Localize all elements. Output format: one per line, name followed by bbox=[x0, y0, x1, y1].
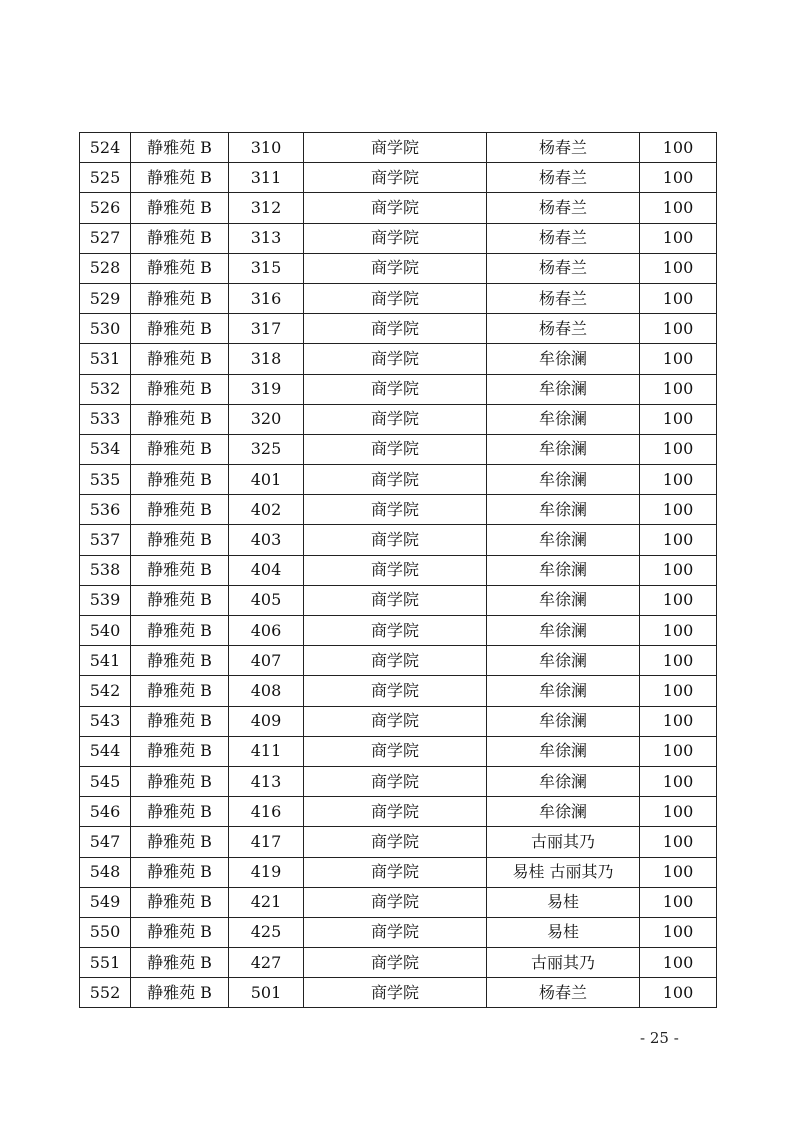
row-index-cell: 538 bbox=[80, 555, 131, 585]
table-row bbox=[80, 857, 717, 887]
row-index-cell: 524 bbox=[80, 133, 131, 163]
room-cell: 320 bbox=[229, 404, 304, 434]
room-cell: 411 bbox=[229, 736, 304, 766]
row-index-cell: 542 bbox=[80, 676, 131, 706]
building-cell: 静雅苑 B bbox=[131, 766, 229, 796]
table-row bbox=[80, 465, 717, 495]
table-row bbox=[80, 434, 717, 464]
table-row bbox=[80, 314, 717, 344]
room-cell: 318 bbox=[229, 344, 304, 374]
college-cell: 商学院 bbox=[304, 978, 487, 1008]
row-index-cell: 549 bbox=[80, 887, 131, 917]
room-cell: 401 bbox=[229, 465, 304, 495]
score-cell: 100 bbox=[640, 887, 717, 917]
counselor-cell: 杨春兰 bbox=[487, 163, 640, 193]
room-cell: 406 bbox=[229, 616, 304, 646]
college-cell: 商学院 bbox=[304, 555, 487, 585]
score-cell: 100 bbox=[640, 253, 717, 283]
row-index-cell: 530 bbox=[80, 314, 131, 344]
college-cell: 商学院 bbox=[304, 253, 487, 283]
table-row bbox=[80, 253, 717, 283]
row-index-cell: 546 bbox=[80, 797, 131, 827]
building-cell: 静雅苑 B bbox=[131, 193, 229, 223]
building-cell: 静雅苑 B bbox=[131, 706, 229, 736]
page-number: - 25 - bbox=[640, 1029, 679, 1047]
counselor-cell: 牟徐澜 bbox=[487, 555, 640, 585]
row-index-cell: 536 bbox=[80, 495, 131, 525]
row-index-cell: 550 bbox=[80, 917, 131, 947]
score-cell: 100 bbox=[640, 163, 717, 193]
row-index-cell: 533 bbox=[80, 404, 131, 434]
table-row bbox=[80, 555, 717, 585]
score-cell: 100 bbox=[640, 646, 717, 676]
room-cell: 317 bbox=[229, 314, 304, 344]
row-index-cell: 547 bbox=[80, 827, 131, 857]
counselor-cell: 牟徐澜 bbox=[487, 706, 640, 736]
college-cell: 商学院 bbox=[304, 374, 487, 404]
room-cell: 325 bbox=[229, 434, 304, 464]
college-cell: 商学院 bbox=[304, 797, 487, 827]
college-cell: 商学院 bbox=[304, 163, 487, 193]
table-row bbox=[80, 676, 717, 706]
score-cell: 100 bbox=[640, 344, 717, 374]
table-row bbox=[80, 133, 717, 163]
college-cell: 商学院 bbox=[304, 857, 487, 887]
room-cell: 315 bbox=[229, 253, 304, 283]
building-cell: 静雅苑 B bbox=[131, 797, 229, 827]
college-cell: 商学院 bbox=[304, 314, 487, 344]
room-cell: 425 bbox=[229, 917, 304, 947]
score-cell: 100 bbox=[640, 948, 717, 978]
score-cell: 100 bbox=[640, 193, 717, 223]
table-row bbox=[80, 917, 717, 947]
score-cell: 100 bbox=[640, 555, 717, 585]
room-cell: 501 bbox=[229, 978, 304, 1008]
counselor-cell: 古丽其乃 bbox=[487, 827, 640, 857]
counselor-cell: 牟徐澜 bbox=[487, 766, 640, 796]
building-cell: 静雅苑 B bbox=[131, 917, 229, 947]
row-index-cell: 551 bbox=[80, 948, 131, 978]
college-cell: 商学院 bbox=[304, 676, 487, 706]
row-index-cell: 544 bbox=[80, 736, 131, 766]
table-row bbox=[80, 495, 717, 525]
score-cell: 100 bbox=[640, 223, 717, 253]
score-cell: 100 bbox=[640, 616, 717, 646]
table-row bbox=[80, 887, 717, 917]
table-row bbox=[80, 163, 717, 193]
room-cell: 405 bbox=[229, 585, 304, 615]
room-cell: 313 bbox=[229, 223, 304, 253]
room-cell: 407 bbox=[229, 646, 304, 676]
building-cell: 静雅苑 B bbox=[131, 857, 229, 887]
counselor-cell: 古丽其乃 bbox=[487, 948, 640, 978]
row-index-cell: 529 bbox=[80, 283, 131, 313]
row-index-cell: 552 bbox=[80, 978, 131, 1008]
row-index-cell: 543 bbox=[80, 706, 131, 736]
row-index-cell: 534 bbox=[80, 434, 131, 464]
row-index-cell: 545 bbox=[80, 766, 131, 796]
table-row bbox=[80, 616, 717, 646]
table-body bbox=[80, 133, 717, 1008]
counselor-cell: 杨春兰 bbox=[487, 978, 640, 1008]
college-cell: 商学院 bbox=[304, 736, 487, 766]
building-cell: 静雅苑 B bbox=[131, 404, 229, 434]
building-cell: 静雅苑 B bbox=[131, 887, 229, 917]
counselor-cell: 牟徐澜 bbox=[487, 404, 640, 434]
table-row bbox=[80, 827, 717, 857]
table-row bbox=[80, 404, 717, 434]
score-cell: 100 bbox=[640, 736, 717, 766]
score-cell: 100 bbox=[640, 917, 717, 947]
college-cell: 商学院 bbox=[304, 585, 487, 615]
row-index-cell: 535 bbox=[80, 465, 131, 495]
building-cell: 静雅苑 B bbox=[131, 374, 229, 404]
score-cell: 100 bbox=[640, 797, 717, 827]
college-cell: 商学院 bbox=[304, 766, 487, 796]
table-row bbox=[80, 525, 717, 555]
building-cell: 静雅苑 B bbox=[131, 314, 229, 344]
row-index-cell: 526 bbox=[80, 193, 131, 223]
counselor-cell: 杨春兰 bbox=[487, 314, 640, 344]
counselor-cell: 杨春兰 bbox=[487, 193, 640, 223]
counselor-cell: 牟徐澜 bbox=[487, 374, 640, 404]
room-cell: 310 bbox=[229, 133, 304, 163]
counselor-cell: 牟徐澜 bbox=[487, 495, 640, 525]
building-cell: 静雅苑 B bbox=[131, 585, 229, 615]
college-cell: 商学院 bbox=[304, 948, 487, 978]
score-cell: 100 bbox=[640, 404, 717, 434]
building-cell: 静雅苑 B bbox=[131, 434, 229, 464]
table-row bbox=[80, 766, 717, 796]
score-cell: 100 bbox=[640, 766, 717, 796]
room-cell: 413 bbox=[229, 766, 304, 796]
counselor-cell: 牟徐澜 bbox=[487, 797, 640, 827]
college-cell: 商学院 bbox=[304, 646, 487, 676]
college-cell: 商学院 bbox=[304, 193, 487, 223]
row-index-cell: 525 bbox=[80, 163, 131, 193]
row-index-cell: 537 bbox=[80, 525, 131, 555]
row-index-cell: 527 bbox=[80, 223, 131, 253]
room-cell: 316 bbox=[229, 283, 304, 313]
college-cell: 商学院 bbox=[304, 525, 487, 555]
row-index-cell: 532 bbox=[80, 374, 131, 404]
score-cell: 100 bbox=[640, 525, 717, 555]
counselor-cell: 牟徐澜 bbox=[487, 525, 640, 555]
room-cell: 311 bbox=[229, 163, 304, 193]
college-cell: 商学院 bbox=[304, 917, 487, 947]
building-cell: 静雅苑 B bbox=[131, 736, 229, 766]
college-cell: 商学院 bbox=[304, 283, 487, 313]
room-cell: 402 bbox=[229, 495, 304, 525]
college-cell: 商学院 bbox=[304, 344, 487, 374]
counselor-cell: 牟徐澜 bbox=[487, 736, 640, 766]
counselor-cell: 杨春兰 bbox=[487, 253, 640, 283]
room-cell: 419 bbox=[229, 857, 304, 887]
table-row bbox=[80, 948, 717, 978]
counselor-cell: 易桂 古丽其乃 bbox=[487, 857, 640, 887]
room-cell: 409 bbox=[229, 706, 304, 736]
table-row bbox=[80, 706, 717, 736]
building-cell: 静雅苑 B bbox=[131, 133, 229, 163]
row-index-cell: 548 bbox=[80, 857, 131, 887]
building-cell: 静雅苑 B bbox=[131, 253, 229, 283]
room-cell: 421 bbox=[229, 887, 304, 917]
table-row bbox=[80, 283, 717, 313]
row-index-cell: 541 bbox=[80, 646, 131, 676]
counselor-cell: 杨春兰 bbox=[487, 283, 640, 313]
table-row bbox=[80, 193, 717, 223]
building-cell: 静雅苑 B bbox=[131, 948, 229, 978]
building-cell: 静雅苑 B bbox=[131, 525, 229, 555]
row-index-cell: 531 bbox=[80, 344, 131, 374]
table-row bbox=[80, 978, 717, 1008]
table-row bbox=[80, 223, 717, 253]
score-cell: 100 bbox=[640, 495, 717, 525]
counselor-cell: 牟徐澜 bbox=[487, 646, 640, 676]
dormitory-score-table bbox=[79, 132, 717, 1008]
building-cell: 静雅苑 B bbox=[131, 283, 229, 313]
score-cell: 100 bbox=[640, 133, 717, 163]
score-cell: 100 bbox=[640, 827, 717, 857]
counselor-cell: 牟徐澜 bbox=[487, 616, 640, 646]
room-cell: 404 bbox=[229, 555, 304, 585]
college-cell: 商学院 bbox=[304, 223, 487, 253]
row-index-cell: 539 bbox=[80, 585, 131, 615]
counselor-cell: 牟徐澜 bbox=[487, 465, 640, 495]
room-cell: 319 bbox=[229, 374, 304, 404]
counselor-cell: 杨春兰 bbox=[487, 223, 640, 253]
table-row bbox=[80, 374, 717, 404]
counselor-cell: 易桂 bbox=[487, 887, 640, 917]
college-cell: 商学院 bbox=[304, 616, 487, 646]
college-cell: 商学院 bbox=[304, 495, 487, 525]
counselor-cell: 杨春兰 bbox=[487, 133, 640, 163]
counselor-cell: 牟徐澜 bbox=[487, 676, 640, 706]
college-cell: 商学院 bbox=[304, 434, 487, 464]
score-cell: 100 bbox=[640, 283, 717, 313]
table-row bbox=[80, 344, 717, 374]
building-cell: 静雅苑 B bbox=[131, 163, 229, 193]
row-index-cell: 528 bbox=[80, 253, 131, 283]
table-row bbox=[80, 646, 717, 676]
score-cell: 100 bbox=[640, 374, 717, 404]
score-cell: 100 bbox=[640, 434, 717, 464]
counselor-cell: 牟徐澜 bbox=[487, 344, 640, 374]
score-cell: 100 bbox=[640, 706, 717, 736]
building-cell: 静雅苑 B bbox=[131, 646, 229, 676]
score-cell: 100 bbox=[640, 676, 717, 706]
building-cell: 静雅苑 B bbox=[131, 676, 229, 706]
building-cell: 静雅苑 B bbox=[131, 223, 229, 253]
table-row bbox=[80, 585, 717, 615]
score-cell: 100 bbox=[640, 465, 717, 495]
building-cell: 静雅苑 B bbox=[131, 465, 229, 495]
college-cell: 商学院 bbox=[304, 887, 487, 917]
college-cell: 商学院 bbox=[304, 404, 487, 434]
table-row bbox=[80, 797, 717, 827]
row-index-cell: 540 bbox=[80, 616, 131, 646]
room-cell: 427 bbox=[229, 948, 304, 978]
score-cell: 100 bbox=[640, 857, 717, 887]
room-cell: 416 bbox=[229, 797, 304, 827]
table-row bbox=[80, 736, 717, 766]
building-cell: 静雅苑 B bbox=[131, 344, 229, 374]
counselor-cell: 牟徐澜 bbox=[487, 434, 640, 464]
building-cell: 静雅苑 B bbox=[131, 827, 229, 857]
college-cell: 商学院 bbox=[304, 133, 487, 163]
score-cell: 100 bbox=[640, 978, 717, 1008]
building-cell: 静雅苑 B bbox=[131, 616, 229, 646]
college-cell: 商学院 bbox=[304, 465, 487, 495]
college-cell: 商学院 bbox=[304, 827, 487, 857]
room-cell: 417 bbox=[229, 827, 304, 857]
building-cell: 静雅苑 B bbox=[131, 978, 229, 1008]
building-cell: 静雅苑 B bbox=[131, 495, 229, 525]
counselor-cell: 易桂 bbox=[487, 917, 640, 947]
college-cell: 商学院 bbox=[304, 706, 487, 736]
room-cell: 403 bbox=[229, 525, 304, 555]
room-cell: 312 bbox=[229, 193, 304, 223]
room-cell: 408 bbox=[229, 676, 304, 706]
counselor-cell: 牟徐澜 bbox=[487, 585, 640, 615]
score-cell: 100 bbox=[640, 314, 717, 344]
building-cell: 静雅苑 B bbox=[131, 555, 229, 585]
score-cell: 100 bbox=[640, 585, 717, 615]
